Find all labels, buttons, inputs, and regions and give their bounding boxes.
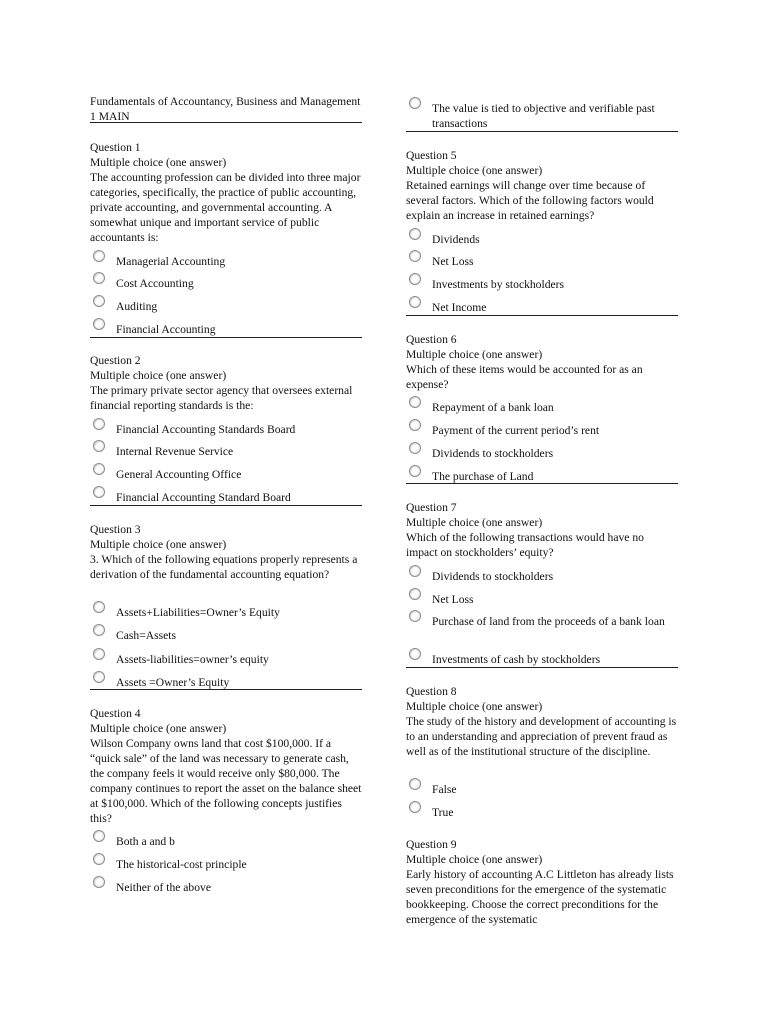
question-8: [406, 684, 678, 759]
question-text: 3. Which of the following equations properly represents a derivation of the fundamental accounting equation?: [90, 553, 358, 581]
question-text: Retained earnings will change over time because of several factors. Which of the following factors would explain an increase in retained earnings?: [406, 179, 654, 222]
question-divider: [406, 131, 678, 132]
option-label: Investments of cash by stockholders: [432, 653, 601, 666]
option-label: Financial Accounting Standards Board: [116, 423, 296, 436]
question-type: Multiple choice (one answer): [406, 700, 543, 713]
question-divider: [406, 315, 678, 316]
radio-button[interactable]: [409, 250, 421, 262]
question-text: The study of the history and development of accounting is to an understanding and appreciation of prevent fraud as well as of the institutional structure of the discipline.: [406, 715, 677, 758]
q1-option-4[interactable]: [90, 322, 362, 337]
q1-option-1[interactable]: [90, 254, 362, 269]
question-1: [90, 140, 362, 245]
q6-option-4[interactable]: [406, 469, 678, 484]
option-label: Cost Accounting: [116, 277, 194, 290]
q7-option-4[interactable]: [406, 652, 678, 667]
title-rule: [90, 122, 362, 123]
radio-button[interactable]: [409, 97, 421, 109]
q1-option-2[interactable]: [90, 276, 362, 291]
radio-button[interactable]: [93, 624, 105, 636]
radio-button[interactable]: [93, 318, 105, 330]
question-type: Multiple choice (one answer): [90, 538, 227, 551]
q6-option-1[interactable]: [406, 400, 678, 415]
radio-button[interactable]: [93, 250, 105, 262]
question-divider: [406, 667, 678, 668]
question-title: Question 7: [406, 501, 457, 514]
q4-option-4-continued[interactable]: [406, 101, 678, 131]
radio-button[interactable]: [409, 801, 421, 813]
radio-button[interactable]: [409, 273, 421, 285]
q5-option-3[interactable]: [406, 277, 678, 292]
option-label: Investments by stockholders: [432, 278, 565, 291]
option-label: Internal Revenue Service: [116, 445, 234, 458]
q2-option-4[interactable]: [90, 490, 362, 505]
question-divider: [90, 505, 362, 506]
q4-option-3[interactable]: [90, 880, 362, 895]
q8-option-1[interactable]: [406, 782, 678, 797]
question-title: Question 1: [90, 141, 141, 154]
question-title: Question 4: [90, 707, 141, 720]
option-label: Auditing: [116, 300, 158, 313]
option-label: Assets =Owner’s Equity: [116, 676, 230, 689]
question-6: [406, 332, 678, 392]
question-9: [406, 837, 678, 927]
radio-button[interactable]: [409, 648, 421, 660]
radio-button[interactable]: [93, 463, 105, 475]
radio-button[interactable]: [409, 296, 421, 308]
q7-option-1[interactable]: [406, 569, 678, 584]
q2-option-3[interactable]: [90, 467, 362, 482]
option-label: Assets+Liabilities=Owner’s Equity: [116, 606, 280, 619]
radio-button[interactable]: [93, 486, 105, 498]
option-label: True: [432, 806, 454, 819]
radio-button[interactable]: [93, 876, 105, 888]
q1-option-3[interactable]: [90, 299, 362, 314]
question-type: Multiple choice (one answer): [406, 348, 543, 361]
q5-option-1[interactable]: [406, 232, 678, 247]
option-label: Net Income: [432, 301, 487, 314]
question-2: [90, 353, 362, 413]
q3-option-4[interactable]: [90, 675, 362, 690]
question-type: Multiple choice (one answer): [90, 722, 227, 735]
radio-button[interactable]: [409, 778, 421, 790]
q6-option-2[interactable]: [406, 423, 678, 438]
question-title: Question 9: [406, 838, 457, 851]
radio-button[interactable]: [409, 442, 421, 454]
question-text: The accounting profession can be divided into three major categories, specifically, the practice of public accounting, private accounting, and governmental accounting. A somewhat unique and important service of public accountants is:: [90, 171, 361, 244]
radio-button[interactable]: [93, 601, 105, 613]
radio-button[interactable]: [409, 565, 421, 577]
option-label: Net Loss: [432, 593, 474, 606]
radio-button[interactable]: [93, 295, 105, 307]
document-title: Fundamentals of Accountancy, Business and Management 1 MAIN: [90, 95, 361, 123]
q8-option-2[interactable]: [406, 805, 678, 820]
question-text: Which of the following transactions would have no impact on stockholders’ equity?: [406, 531, 644, 559]
q2-option-1[interactable]: [90, 422, 362, 437]
option-label: Managerial Accounting: [116, 255, 226, 268]
radio-button[interactable]: [409, 588, 421, 600]
radio-button[interactable]: [409, 396, 421, 408]
question-text: Which of these items would be accounted for as an expense?: [406, 363, 643, 391]
question-title: Question 3: [90, 523, 141, 536]
question-divider: [406, 483, 678, 484]
option-label: Both a and b: [116, 835, 175, 848]
option-label: Dividends to stockholders: [432, 570, 554, 583]
option-label: Financial Accounting Standard Board: [116, 491, 291, 504]
option-label: Dividends to stockholders: [432, 447, 554, 460]
radio-button[interactable]: [93, 671, 105, 683]
q3-option-2[interactable]: [90, 628, 362, 643]
radio-button[interactable]: [93, 853, 105, 865]
q5-option-2[interactable]: [406, 254, 678, 269]
q2-option-2[interactable]: [90, 444, 362, 459]
q6-option-3[interactable]: [406, 446, 678, 461]
option-label: Purchase of land from the proceeds of a bank loan: [432, 615, 665, 628]
option-label: Financial Accounting: [116, 323, 216, 336]
question-title: Question 8: [406, 685, 457, 698]
question-title: Question 5: [406, 149, 457, 162]
q4-option-2[interactable]: [90, 857, 362, 872]
question-7: [406, 500, 678, 560]
radio-button[interactable]: [93, 830, 105, 842]
option-label: The value is tied to objective and verifiable past transactions: [432, 102, 655, 130]
question-type: Multiple choice (one answer): [90, 156, 227, 169]
radio-button[interactable]: [93, 648, 105, 660]
radio-button[interactable]: [409, 419, 421, 431]
q5-option-4[interactable]: [406, 300, 678, 315]
question-title: Question 2: [90, 354, 141, 367]
question-5: [406, 148, 678, 223]
radio-button[interactable]: [93, 418, 105, 430]
q4-option-1[interactable]: [90, 834, 362, 849]
option-label: Neither of the above: [116, 881, 211, 894]
option-label: False: [432, 783, 457, 796]
question-type: Multiple choice (one answer): [90, 369, 227, 382]
question-divider: [90, 337, 362, 338]
question-3: [90, 522, 362, 582]
radio-button[interactable]: [93, 440, 105, 452]
question-type: Multiple choice (one answer): [406, 853, 543, 866]
radio-button[interactable]: [409, 610, 421, 622]
option-label: Net Loss: [432, 255, 474, 268]
question-text: Early history of accounting A.C Littleton has already lists seven preconditions for the emergence of the systematic bookkeeping. Choose the correct preconditions for the emergence of the systematic: [406, 868, 674, 926]
option-label: General Accounting Office: [116, 468, 242, 481]
radio-button[interactable]: [93, 272, 105, 284]
q3-option-3[interactable]: [90, 652, 362, 667]
option-label: Payment of the current period’s rent: [432, 424, 600, 437]
q7-option-3[interactable]: [406, 614, 678, 629]
option-label: The purchase of Land: [432, 470, 534, 483]
question-title: Question 6: [406, 333, 457, 346]
question-4: [90, 706, 362, 826]
radio-button[interactable]: [409, 228, 421, 240]
option-label: Assets-liabilities=owner’s equity: [116, 653, 269, 666]
q3-option-1[interactable]: [90, 605, 362, 620]
option-label: Repayment of a bank loan: [432, 401, 554, 414]
question-divider: [90, 689, 362, 690]
option-label: Cash=Assets: [116, 629, 177, 642]
question-type: Multiple choice (one answer): [406, 516, 543, 529]
radio-button[interactable]: [409, 465, 421, 477]
question-type: Multiple choice (one answer): [406, 164, 543, 177]
option-label: The historical-cost principle: [116, 858, 247, 871]
q7-option-2[interactable]: [406, 592, 678, 607]
question-text: The primary private sector agency that oversees external financial reporting standards is the:: [90, 384, 353, 412]
option-label: Dividends: [432, 233, 480, 246]
question-text: Wilson Company owns land that cost $100,000. If a “quick sale” of the land was necessary to generate cash, the company feels it would receive only $80,000. The company continues to report the asset on the balance sheet at $100,000. Which of the following concepts justifies this?: [90, 737, 362, 825]
